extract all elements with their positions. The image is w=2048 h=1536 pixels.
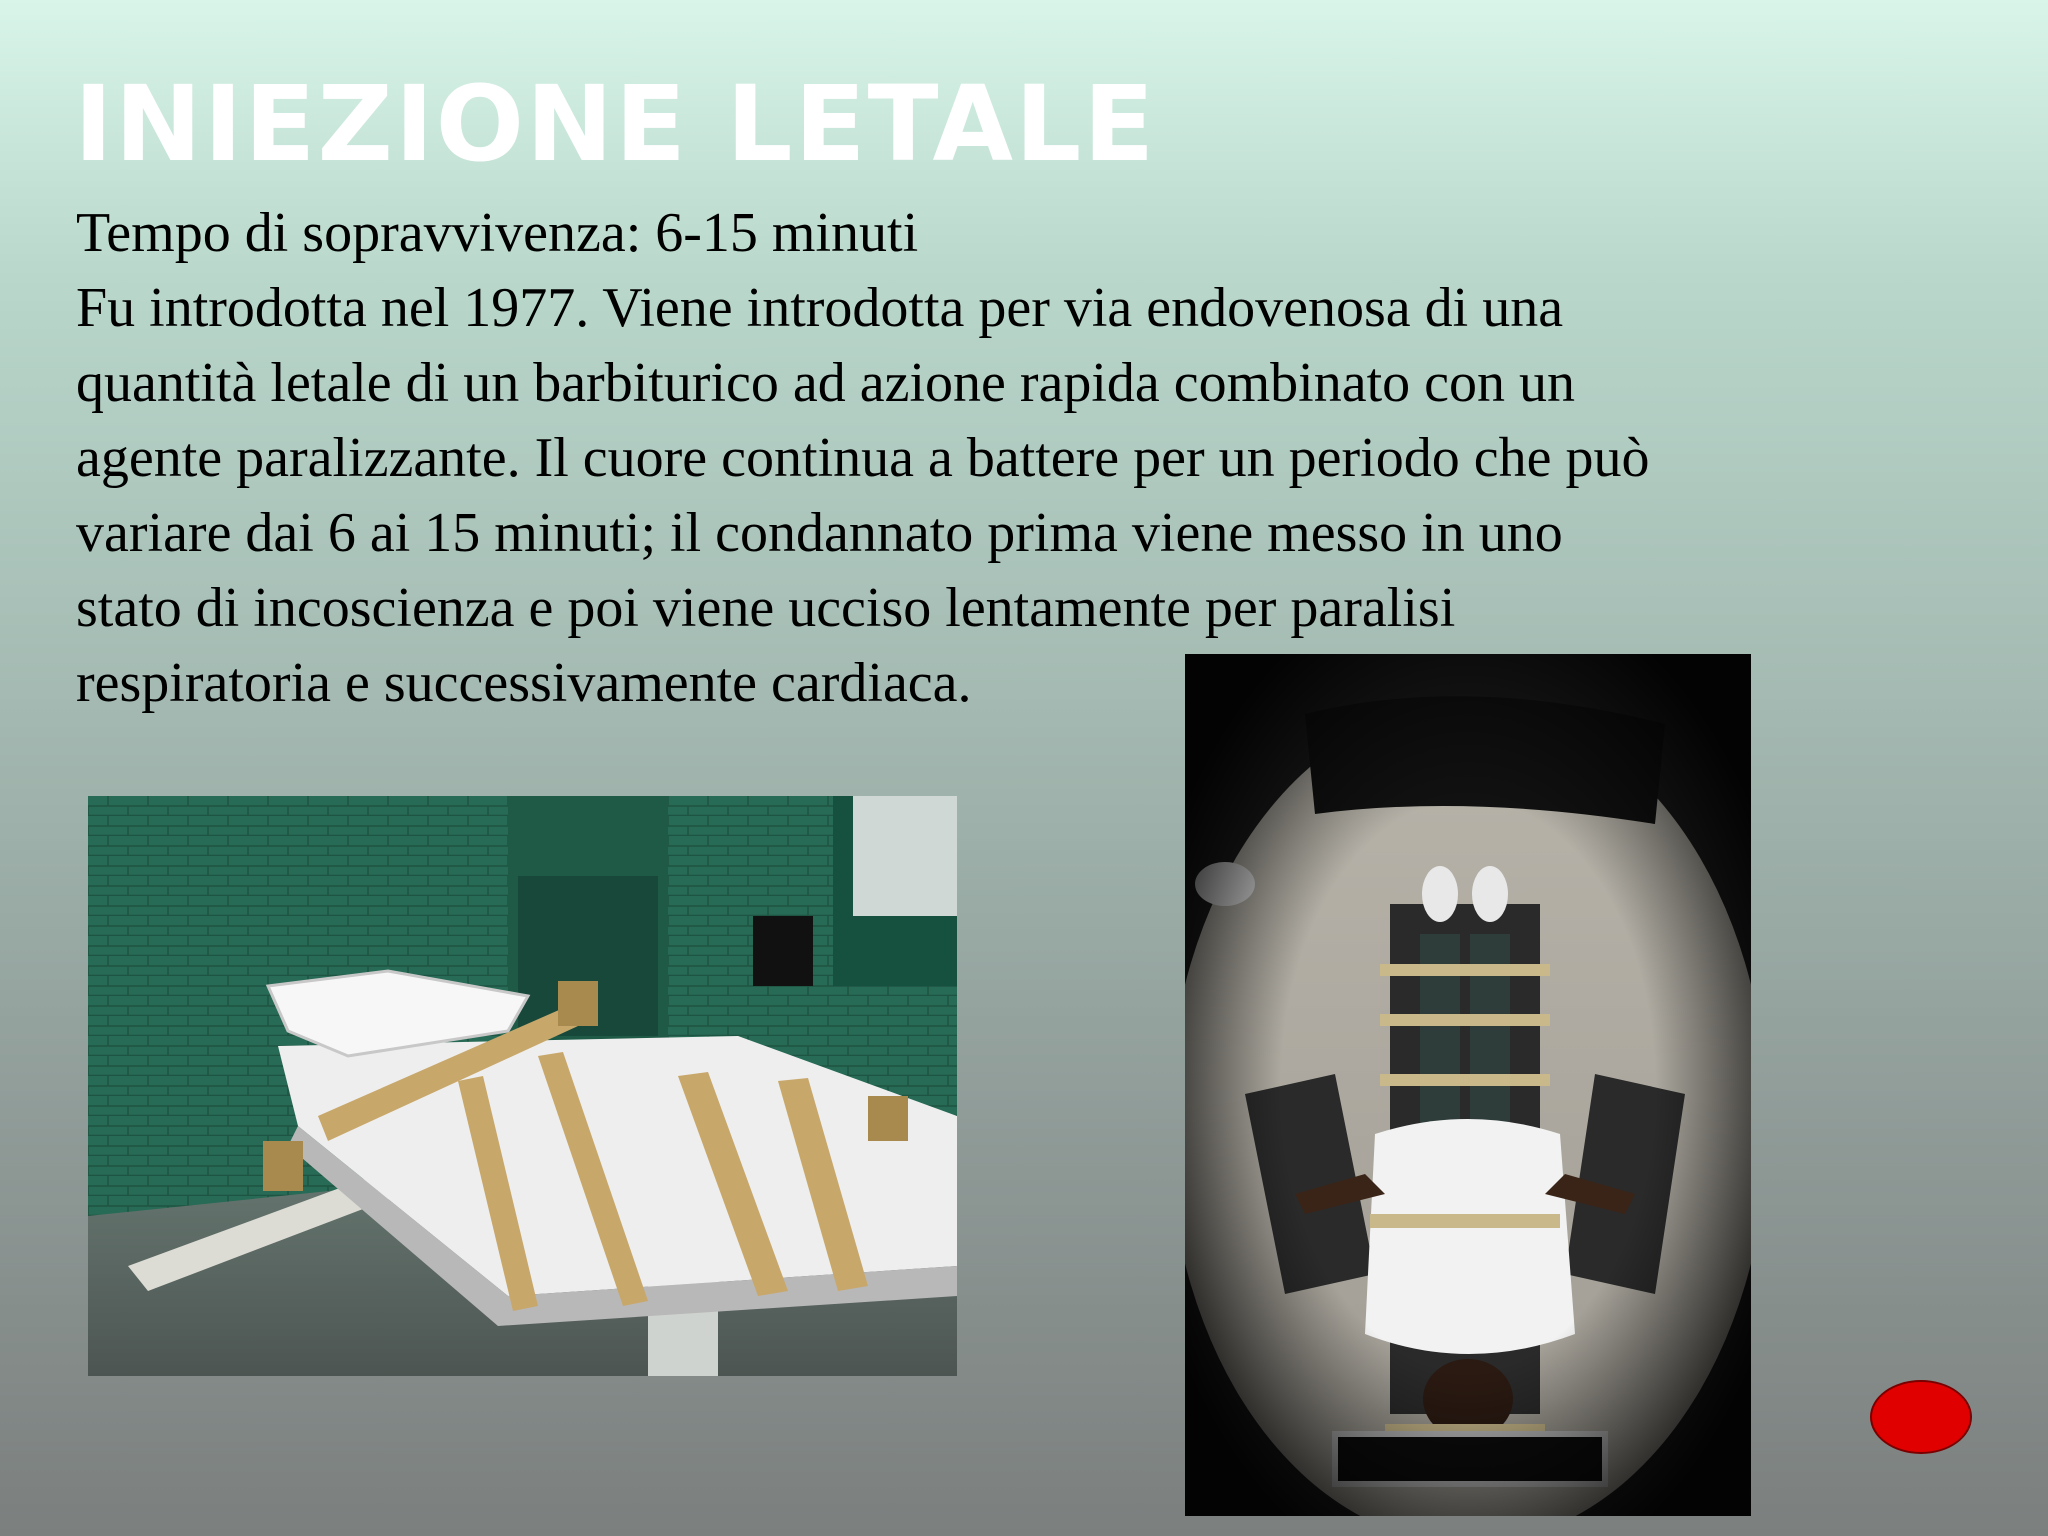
text-line: variare dai 6 ai 15 minuti; il condannato prima viene messo in uno xyxy=(76,502,1563,564)
photo-execution-gurney xyxy=(88,796,957,1376)
photo-restrained-inmate xyxy=(1185,654,1751,1516)
text-line: Tempo di sopravvivenza: 6-15 minuti xyxy=(76,202,919,264)
action-button-red-oval[interactable] xyxy=(1870,1380,1972,1454)
slide-body-text xyxy=(76,196,1936,721)
slide-title: INIEZIONE LETALE xyxy=(74,63,1157,185)
text-line: Fu introdotta nel 1977. Viene introdotta per via endovenosa di una xyxy=(76,277,1564,339)
text-line: respiratoria e successivamente cardiaca. xyxy=(76,652,972,714)
text-line: stato di incoscienza e poi viene ucciso lentamente per paralisi xyxy=(76,577,1456,639)
text-line: agente paralizzante. Il cuore continua a battere per un periodo che può xyxy=(76,427,1650,489)
text-line: quantità letale di un barbiturico ad azione rapida combinato con un xyxy=(76,352,1576,414)
